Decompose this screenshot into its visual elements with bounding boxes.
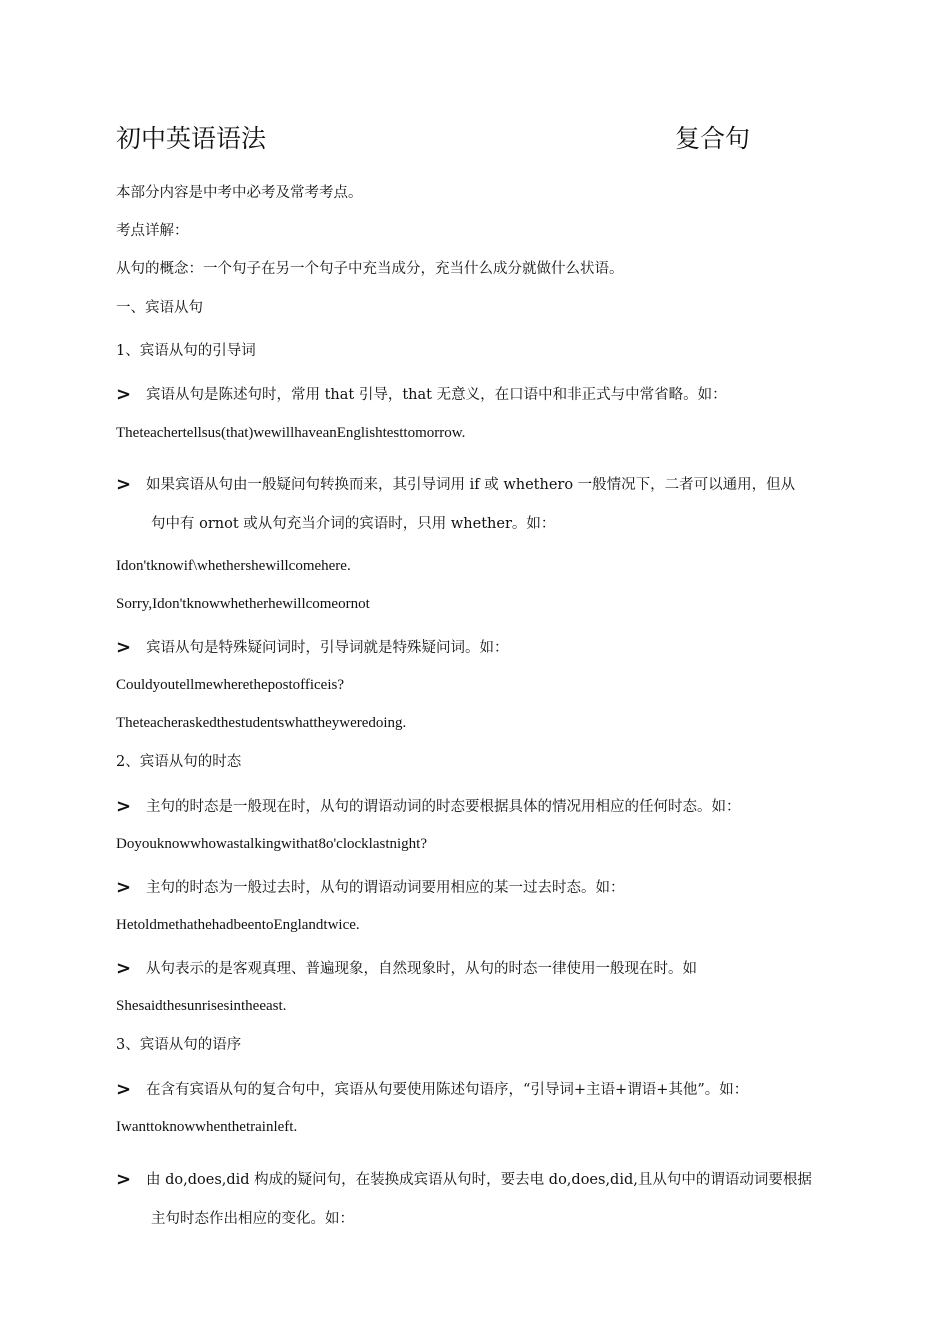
arrow-bullet-icon: > bbox=[116, 1079, 132, 1100]
bullet-item bbox=[116, 877, 625, 899]
example-sentence: Sorry,Idon'tknowwhetherhewillcomeornot bbox=[116, 596, 370, 612]
document-title-topic: 复合句 bbox=[675, 124, 751, 153]
example-sentence: Theteacheraskedthestudentswhattheyweredoing. bbox=[116, 715, 407, 731]
bullet-text: 从句表示的是客观真理、普遍现象，自然现象时，从句的时态一律使用一般现在时。如 bbox=[146, 961, 697, 977]
arrow-bullet-icon: > bbox=[116, 877, 132, 898]
subsection-heading: 3、宾语从句的语序 bbox=[116, 1037, 242, 1053]
intro-line: 从句的概念：一个句子在另一个句子中充当成分，充当什么成分就做什么状语。 bbox=[116, 261, 624, 277]
bullet-item bbox=[116, 1079, 748, 1101]
section-heading: 一、宾语从句 bbox=[116, 300, 203, 316]
example-sentence: Idon'tknowif\whethershewillcomehere. bbox=[116, 558, 351, 574]
example-sentence: Couldyoutellmewherethepostofficeis? bbox=[116, 677, 344, 693]
arrow-bullet-icon: > bbox=[116, 637, 132, 658]
bullet-text: 如果宾语从句由一般疑问句转换而来，其引导词用 if 或 whethero 一般情况下，二者可以通用，但从 bbox=[146, 477, 796, 493]
intro-line: 本部分内容是中考中必考及常考考点。 bbox=[116, 185, 363, 201]
subsection-heading: 1、宾语从句的引导词 bbox=[116, 343, 256, 359]
bullet-item bbox=[116, 796, 741, 818]
example-sentence: Theteachertellsus(that)wewillhaveanEnglishtesttomorrow. bbox=[116, 425, 466, 441]
bullet-text: 在含有宾语从句的复合句中，宾语从句要使用陈述句语序，“引导词+主语+谓语+其他”。如： bbox=[146, 1082, 749, 1098]
arrow-bullet-icon: > bbox=[116, 384, 132, 405]
bullet-item bbox=[116, 958, 697, 980]
example-sentence: Iwanttoknowwhenthetrainleft. bbox=[116, 1119, 298, 1135]
bullet-text: 主句的时态是一般现在时，从句的谓语动词的时态要根据具体的情况用相应的任何时态。如： bbox=[146, 799, 741, 815]
bullet-text-continuation: 句中有 ornot 或从句充当介词的宾语时，只用 whether。如： bbox=[151, 516, 556, 532]
subsection-heading: 2、宾语从句的时态 bbox=[116, 754, 242, 770]
arrow-bullet-icon: > bbox=[116, 474, 132, 495]
example-sentence: Doyouknowwhowastalkingwithat8o'clocklastnight? bbox=[116, 836, 427, 852]
bullet-item bbox=[116, 384, 727, 406]
bullet-item bbox=[116, 474, 795, 496]
bullet-item bbox=[116, 1169, 812, 1191]
example-sentence: HetoldmethathehadbeentoEnglandtwice. bbox=[116, 917, 360, 933]
bullet-text: 宾语从句是特殊疑问词时，引导词就是特殊疑问词。如： bbox=[146, 640, 509, 656]
document-title: 初中英语语法 bbox=[116, 124, 267, 153]
bullet-text-continuation: 主句时态作出相应的变化。如： bbox=[151, 1211, 354, 1227]
bullet-text: 宾语从句是陈述句时，常用 that 引导，that 无意义，在口语中和非正式与中常省略。如： bbox=[146, 387, 727, 403]
bullet-item bbox=[116, 637, 509, 659]
arrow-bullet-icon: > bbox=[116, 1169, 132, 1190]
bullet-text: 由 do,does,did 构成的疑问句，在装换成宾语从句时，要去电 do,does,did,且从句中的谓语动词要根据 bbox=[146, 1172, 812, 1188]
example-sentence: Shesaidthesunrisesintheeast. bbox=[116, 998, 287, 1014]
bullet-text: 主句的时态为一般过去时，从句的谓语动词要用相应的某一过去时态。如： bbox=[146, 880, 625, 896]
intro-line: 考点详解： bbox=[116, 223, 189, 239]
arrow-bullet-icon: > bbox=[116, 958, 132, 979]
arrow-bullet-icon: > bbox=[116, 796, 132, 817]
